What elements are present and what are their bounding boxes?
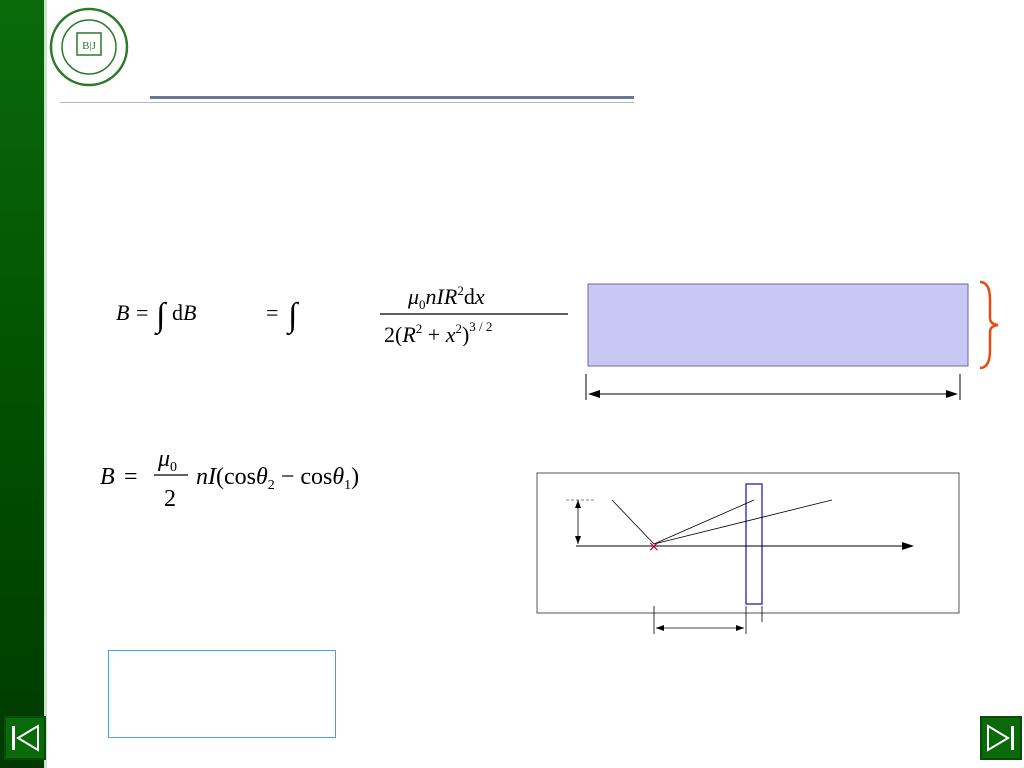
title-underline [150,96,634,99]
svg-text:2(R2 + x2)3 / 2: $2(R^2 + x^2)^{3 / 2}$ [384,319,493,346]
svg-text:2: 2 [164,486,176,512]
skip-forward-icon [982,718,1020,758]
svg-text:B: B [100,464,115,490]
solenoid-figure [580,270,1020,420]
svg-text:B: B [116,300,130,325]
result-box [108,650,336,738]
svg-text:=: = [124,464,138,490]
skip-back-icon [6,718,44,758]
svg-text:B|J: B|J [82,40,96,52]
title-underline-thin [60,102,634,103]
result-equation [96,444,496,514]
sidebar-edge [44,0,47,768]
svg-text:nI(cosθ2 − cosθ1): nI(cosθ$_2$ − cosθ$_1$) [196,464,360,493]
svg-text:×: × [648,539,660,555]
integral-equation [108,276,578,346]
solenoid-cross-section-diagram [536,472,960,652]
svg-text:μ0: $\mu_0$ [158,446,178,475]
svg-text:=: = [266,300,279,325]
svg-text:=: = [136,300,149,325]
svg-text:∫: ∫ [288,297,298,334]
svg-text:μ0nIR2dx: $\mu_0nIR^2dx$ [408,283,485,312]
sidebar [0,0,44,768]
svg-text:∫: ∫ [156,297,166,334]
svg-text:dB: dB [172,300,197,325]
university-logo [48,6,130,88]
last-slide-button[interactable] [980,716,1022,760]
first-slide-button[interactable] [4,716,46,760]
